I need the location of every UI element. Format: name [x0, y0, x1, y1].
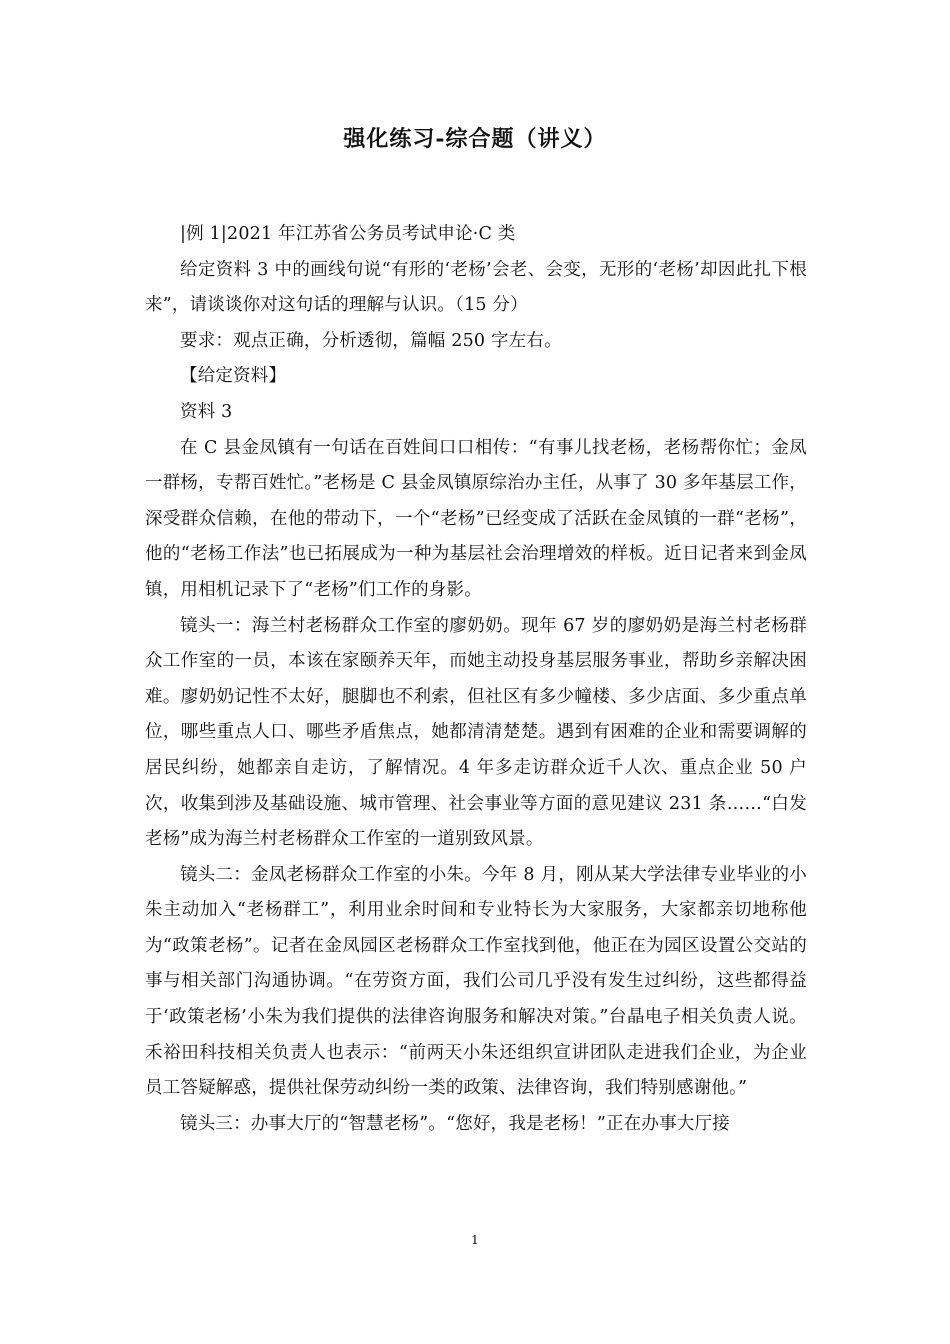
material-subheading: 资料 3: [180, 401, 233, 422]
body-paragraph-scene-2: 镜头二：金凤老杨群众工作室的小朱。今年 8 月，刚从某大学法律专业毕业的小朱主动加入“老杨群工”，利用业余时间和专业特长为大家服务，大家都亲切地称他为“政策老杨”。记者在金凤园区老杨群众工作室找到他，他正在为园区设置公交站的事与相关部门沟通协调。“在劳资方面，我们公司几乎没有发生过纠纷，这些都得益于‘政策老杨’小朱为我们提供的法律咨询服务和解决对策。”台晶电子相关负责人说。禾裕田科技相关负责人也表示：“前两天小朱还组织宣讲团队走进我们企业，为企业员工答疑解惑，提供社保劳动纠纷一类的政策、法律咨询，我们特别感谢他。”: [145, 864, 807, 1099]
body-paragraph-scene-3: 镜头三：办事大厅的“智慧老杨”。“您好，我是老杨！”正在办事大厅接: [180, 1113, 730, 1134]
question-paragraph: 给定资料 3 中的画线句说“有形的‘老杨’会老、会变，无形的‘老杨’却因此扎下根来”，请谈谈你对这句话的理解与认识。（15 分）: [145, 259, 807, 316]
document-title: 强化练习-综合题（讲义）: [343, 126, 607, 152]
body-paragraph-intro: 在 C 县金凤镇有一句话在百姓间口口相传：“有事儿找老杨，老杨帮你忙；金凤一群杨，专帮百姓忙。”老杨是 C 县金凤镇原综治办主任，从事了 30 多年基层工作，深受群众信赖，在他的带动下，一个“老杨”已经变成了活跃在金凤镇的一群“老杨”，他的“老杨工作法”也已拓展成为一种为基层社会治理增效的样板。近日记者来到金凤镇，用相机记录下了“老杨”们工作的身影。: [145, 437, 807, 600]
body-paragraph-scene-1: 镜头一：海兰村老杨群众工作室的廖奶奶。现年 67 岁的廖奶奶是海兰村老杨群众工作室的一员，本该在家颐养天年，而她主动投身基层服务事业，帮助乡亲解决困难。廖奶奶记性不太好，腿脚也不利索，但社区有多少幢楼、多少店面、多少重点单位，哪些重点人口、哪些矛盾焦点，她都清清楚楚。遇到有困难的企业和需要调解的居民纠纷，她都亲自走访，了解情况。4 年多走访群众近千人次、重点企业 50 户次，收集到涉及基础设施、城市管理、社会事业等方面的意见建议 231 条……“白发老杨”成为海兰村老杨群众工作室的一道别致风景。: [145, 615, 807, 850]
requirement-paragraph: 要求：观点正确，分析透彻，篇幅 250 字左右。: [180, 330, 562, 351]
document-body: [145, 217, 807, 1142]
material-heading: 【给定资料】: [180, 366, 287, 387]
page-number: 1: [471, 1233, 479, 1247]
example-heading: |例 1|2021 年江苏省公务员考试申论·C 类: [180, 224, 516, 244]
